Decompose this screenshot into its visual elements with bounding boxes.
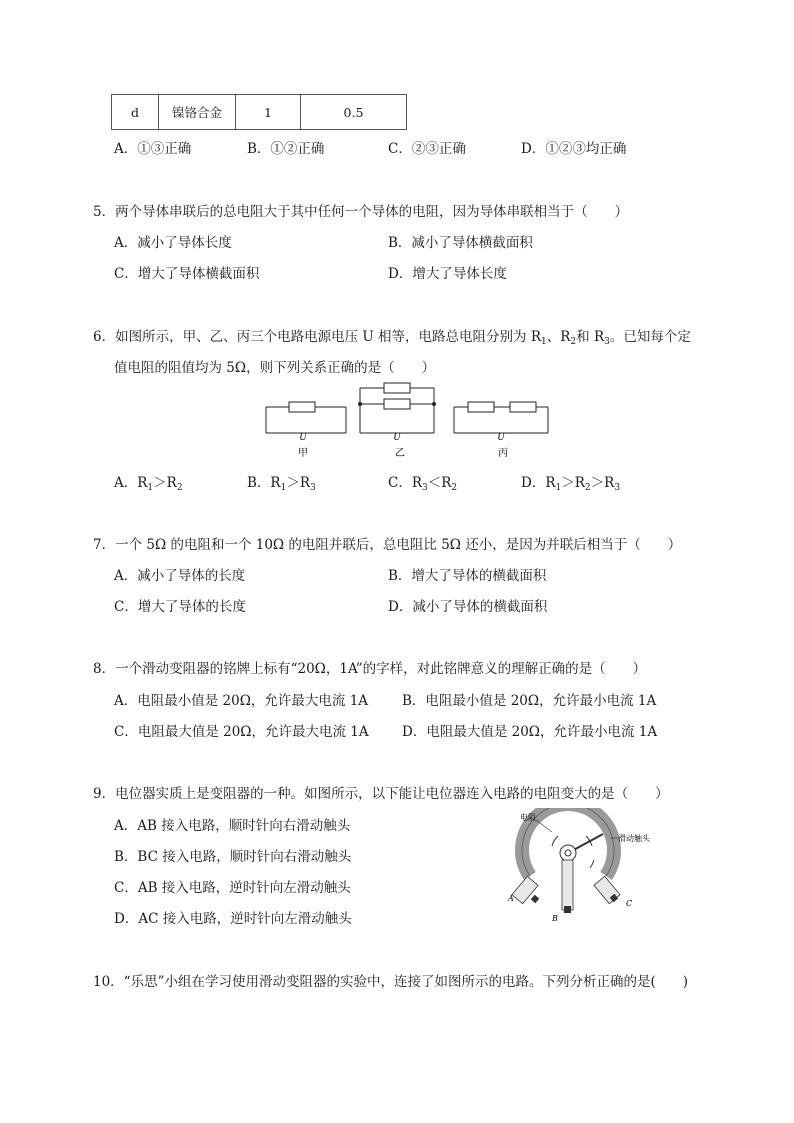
terminal-c-label: C bbox=[626, 899, 633, 908]
q6-stem-line2: 值电阻的阻值均为 5Ω，则下列关系正确的是（ ） bbox=[114, 360, 436, 376]
resistor-icon bbox=[510, 402, 536, 412]
resistor-icon bbox=[384, 383, 410, 393]
terminal-a-label: A bbox=[508, 894, 514, 903]
resistor-icon bbox=[289, 402, 315, 412]
q7-stem: 7．一个 5Ω 的电阻和一个 10Ω 的电阻并联后，总电阻比 5Ω 还小，是因为并联后相当于（ ） bbox=[93, 537, 682, 553]
q9-stem: 9．电位器实质上是变阻器的一种。如图所示，以下能让电位器连入电路的电阻变大的是（ ） bbox=[93, 786, 669, 802]
q6-stem-line1: 6．如图所示，甲、乙、丙三个电路电源电压 U 相等，电路总电阻分别为 $R_1$、$R_2$和 $R_3$。已知每个定 bbox=[93, 329, 691, 347]
q9-option-a: A．AB 接入电路，顺时针向右滑动触头 bbox=[114, 818, 351, 834]
table-cell: 镍铬合金 bbox=[159, 95, 236, 130]
q8-option-a: A．电阻最小值是 20Ω，允许最大电流 1A bbox=[114, 693, 369, 709]
fig-u-label: U bbox=[497, 433, 505, 443]
fig-label-bing: 丙 bbox=[498, 448, 508, 459]
resistor-label: 电阻 bbox=[520, 813, 536, 822]
q5-option-c: C．增大了导体横截面积 bbox=[114, 266, 260, 282]
q4-option-c: C．②③正确 bbox=[388, 141, 466, 157]
circuit-yi bbox=[359, 383, 436, 433]
q5-stem: 5．两个导体串联后的总电阻大于其中任何一个导体的电阻，因为导体串联相当于（ ） bbox=[93, 204, 629, 220]
q6-option-d: D．$R_1>R_2>R_3$ bbox=[521, 475, 621, 493]
q7-option-b: B．增大了导体的横截面积 bbox=[388, 568, 547, 584]
q10-stem: 10．“乐思”小组在学习使用滑动变阻器的实验中，连接了如图所示的电路。下列分析正确的是( ) bbox=[93, 974, 689, 990]
fig-label-yi: 乙 bbox=[395, 448, 405, 459]
table-cell: d bbox=[112, 95, 159, 130]
q4-option-a: A．①③正确 bbox=[114, 141, 192, 157]
q8-option-c: C．电阻最大值是 20Ω，允许最大电流 1A bbox=[114, 724, 369, 740]
q8-option-b: B．电阻最小值是 20Ω，允许最小电流 1A bbox=[402, 693, 657, 709]
q9-option-d: D．AC 接入电路，逆时针向左滑动触头 bbox=[114, 911, 352, 927]
q9-option-c: C．AB 接入电路，逆时针向左滑动触头 bbox=[114, 880, 351, 896]
potentiometer-figure bbox=[500, 808, 685, 923]
q9-option-b: B．BC 接入电路，顺时针向右滑动触头 bbox=[114, 849, 352, 865]
q8-stem: 8．一个滑动变阻器的铭牌上标有“20Ω，1A”的字样，对此铭牌意义的理解正确的是（ ） bbox=[93, 661, 647, 677]
q8-option-d: D．电阻最大值是 20Ω，允许最小电流 1A bbox=[402, 724, 658, 740]
q5-option-b: B．减小了导体横截面积 bbox=[388, 235, 533, 251]
terminal-b-icon bbox=[562, 860, 573, 910]
fig-label-jia: 甲 bbox=[298, 448, 308, 459]
resistor-icon bbox=[384, 399, 410, 409]
material-table bbox=[111, 94, 407, 130]
table-cell: 1 bbox=[236, 95, 301, 130]
resistor-icon bbox=[468, 402, 494, 412]
q6-option-c: C．$R_3<R_2$ bbox=[388, 475, 458, 493]
table-row bbox=[112, 95, 407, 130]
circuit-bing bbox=[454, 402, 548, 433]
fig-u-label: U bbox=[299, 433, 307, 443]
q7-option-d: D．减小了导体的横截面积 bbox=[388, 599, 548, 615]
q6-option-a: A．$R_1>R_2$ bbox=[114, 475, 183, 493]
q4-option-d: D．①②③均正确 bbox=[521, 141, 627, 157]
q6-circuit-figure bbox=[260, 378, 560, 463]
q5-option-a: A．减小了导体长度 bbox=[114, 235, 232, 251]
q4-option-b: B．①②正确 bbox=[247, 141, 325, 157]
q6-option-b: B．$R_1>R_3$ bbox=[247, 475, 316, 493]
circuit-jia bbox=[266, 402, 346, 433]
slider-label: 滑动触头 bbox=[618, 834, 650, 843]
table-cell: 0.5 bbox=[301, 95, 407, 130]
q7-option-c: C．增大了导体的长度 bbox=[114, 599, 246, 615]
fig-u-label: U bbox=[393, 433, 401, 443]
terminal-b-label: B bbox=[552, 914, 558, 923]
q7-option-a: A．减小了导体的长度 bbox=[114, 568, 246, 584]
q5-option-d: D．增大了导体长度 bbox=[388, 266, 507, 282]
